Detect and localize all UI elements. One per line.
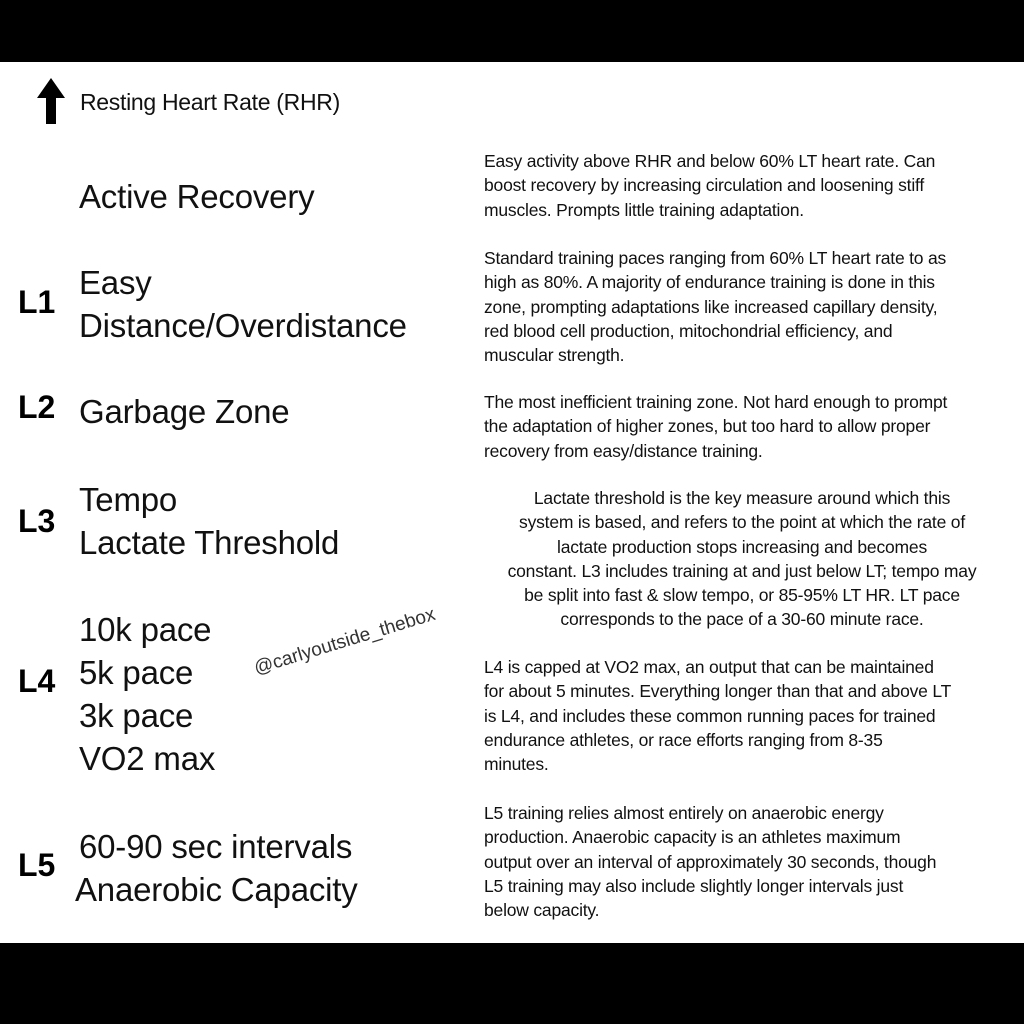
zone-active-recovery-description xyxy=(484,149,1024,222)
zone-l1-name xyxy=(79,261,407,347)
zone-name-line: Tempo xyxy=(79,481,178,518)
zone-name-line: Anaerobic Capacity xyxy=(75,871,358,908)
zone-l5-name xyxy=(75,825,358,911)
description-line: production. Anaerobic capacity is an athletes maximum xyxy=(484,827,901,848)
resting-heart-rate-label: Resting Heart Rate (RHR) xyxy=(80,89,340,115)
zones-chart-sheet xyxy=(0,62,1024,943)
description-line: be split into fast & slow tempo, or 85-95% LT HR. LT pace xyxy=(524,585,960,606)
description-line: minutes. xyxy=(484,754,549,775)
zone-l3-name xyxy=(79,478,339,564)
level-label-l5: L5 xyxy=(18,847,56,883)
description-line: muscular strength. xyxy=(484,345,625,366)
description-line: Standard training paces ranging from 60% LT heart rate to as xyxy=(484,248,947,268)
description-line: high as 80%. A majority of endurance training is done in this xyxy=(484,272,935,293)
level-label-l1: L1 xyxy=(18,284,56,320)
description-line: L5 training may also include slightly longer intervals just xyxy=(484,875,904,896)
description-line: Easy activity above RHR and below 60% LT heart rate. Can xyxy=(484,151,936,171)
description-line: recovery from easy/distance training. xyxy=(484,440,763,461)
description-line: lactate production stops increasing and becomes xyxy=(557,536,927,557)
watermark: @carlyoutside_thebox xyxy=(251,603,438,680)
description-line: for about 5 minutes. Everything longer than that and above LT xyxy=(484,681,952,702)
description-line: is L4, and includes these common running paces for trained xyxy=(484,705,936,726)
description-line: below capacity. xyxy=(484,900,600,921)
description-line: constant. L3 includes training at and just below LT; tempo may xyxy=(507,560,977,581)
zone-name-line: 5k pace xyxy=(79,654,194,691)
zone-name-line: Lactate Threshold xyxy=(79,524,340,561)
up-arrow-icon xyxy=(34,76,68,126)
description-line: L5 training relies almost entirely on anaerobic energy xyxy=(484,803,884,823)
zone-l5-description xyxy=(484,801,1024,922)
zone-name-line: 10k pace xyxy=(79,611,212,648)
zone-l1-description xyxy=(484,246,1024,367)
level-label-l4: L4 xyxy=(18,663,56,699)
description-line: system is based, and refers to the point at which the rate of xyxy=(519,512,965,533)
zone-name-line: Easy xyxy=(79,264,152,301)
description-line: output over an interval of approximately 30 seconds, though xyxy=(484,851,937,872)
zone-name-line: 3k pace xyxy=(79,697,194,734)
description-line: the adaptation of higher zones, but too hard to allow proper xyxy=(484,416,931,437)
zone-active-recovery-name xyxy=(79,175,314,218)
zone-l3-description xyxy=(460,486,1024,632)
level-label-l3: L3 xyxy=(18,503,56,539)
description-line: The most inefficient training zone. Not hard enough to prompt xyxy=(484,392,948,412)
description-line: corresponds to the pace of a 30-60 minute race. xyxy=(560,609,924,630)
zone-name-line: Garbage Zone xyxy=(79,393,290,430)
zone-name-line: VO2 max xyxy=(79,740,216,777)
zone-name-line: Distance/Overdistance xyxy=(79,307,407,344)
description-line: red blood cell production, mitochondrial efficiency, and xyxy=(484,320,893,341)
zone-l2-name xyxy=(79,390,289,433)
zone-l4-description xyxy=(484,655,1024,776)
description-line: L4 is capped at VO2 max, an output that can be maintained xyxy=(484,657,934,677)
zone-name-line: Active Recovery xyxy=(79,178,315,215)
description-line: endurance athletes, or race efforts ranging from 8-35 xyxy=(484,729,883,750)
zone-name-line: 60-90 sec intervals xyxy=(79,828,353,865)
description-line: muscles. Prompts little training adaptation. xyxy=(484,199,804,220)
level-label-l2: L2 xyxy=(18,389,56,425)
description-line: boost recovery by increasing circulation and loosening stiff xyxy=(484,175,925,196)
description-line: zone, prompting adaptations like increased capillary density, xyxy=(484,296,938,317)
description-line: Lactate threshold is the key measure around which this xyxy=(533,488,951,508)
zone-l2-description xyxy=(484,390,1024,463)
zone-l4-name xyxy=(79,608,215,780)
